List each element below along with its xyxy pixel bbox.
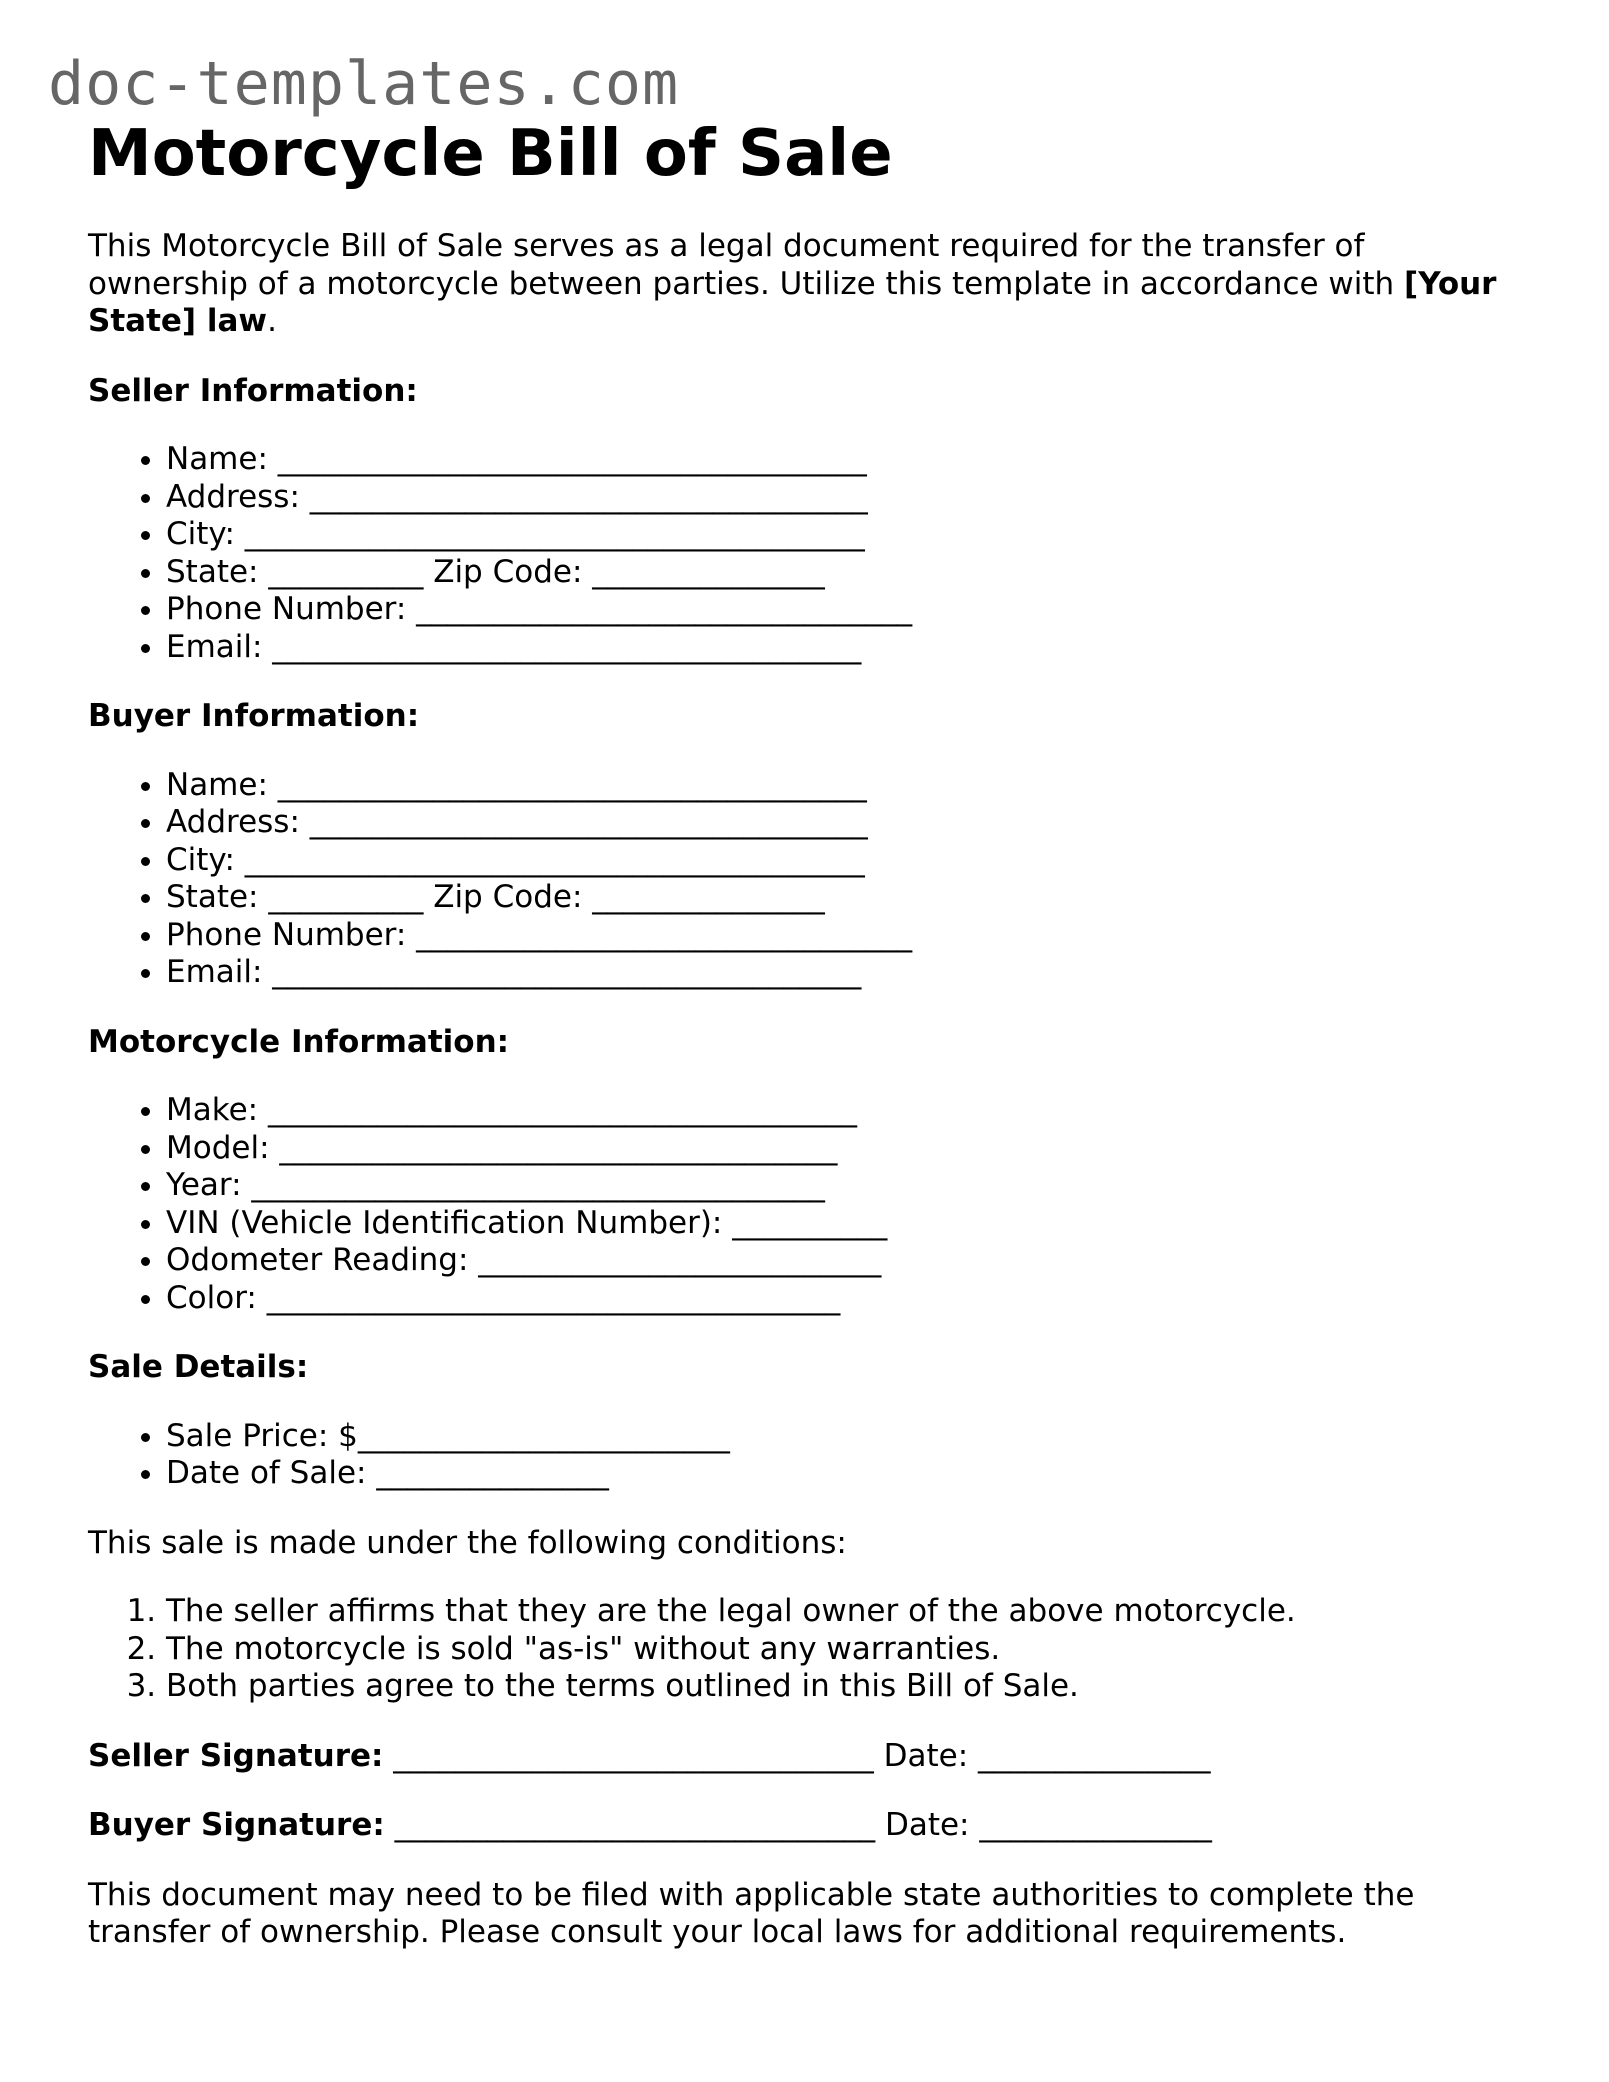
buyer-heading: Buyer Information: xyxy=(88,698,420,734)
conditions-list xyxy=(88,1593,1528,1706)
buyer-email-field: • Email: ______________________________________ xyxy=(166,954,1528,992)
sale-heading: Sale Details: xyxy=(88,1349,309,1385)
buyer-address-field: • Address: ____________________________________ xyxy=(166,804,1528,842)
motorcycle-fields-list xyxy=(88,1092,1528,1317)
intro-end: . xyxy=(267,303,277,339)
motorcycle-make-field: • Make: ______________________________________ xyxy=(166,1092,1528,1130)
buyer-signature-line xyxy=(88,1807,1528,1845)
intro-bold-text: [Your State] law xyxy=(88,265,1497,339)
buyer-state-zip-field: • State: __________ Zip Code: _______________ xyxy=(166,879,1528,917)
condition-item: 3. Both parties agree to the terms outlined in this Bill of Sale. xyxy=(166,1668,1528,1706)
buyer-fields-list xyxy=(88,767,1528,992)
intro-text: This Motorcycle Bill of Sale serves as a legal document required for the transfer of ownership of a motorcycle between parties. Utilize this template in accordance with xyxy=(88,228,1405,302)
motorcycle-year-field: • Year: _____________________________________ xyxy=(166,1167,1528,1205)
seller-state-zip-field: • State: __________ Zip Code: _______________ xyxy=(166,554,1528,592)
buyer-name-field: • Name: ______________________________________ xyxy=(166,767,1528,805)
condition-item: 2. The motorcycle is sold "as-is" without any warranties. xyxy=(166,1631,1528,1669)
buyer-phone-field: • Phone Number: ________________________________ xyxy=(166,917,1528,955)
seller-heading: Seller Information: xyxy=(88,372,418,409)
sale-price-field: • Sale Price: $________________________ xyxy=(166,1418,1528,1456)
motorcycle-model-field: • Model: ____________________________________ xyxy=(166,1130,1528,1168)
closing-paragraph: This document may need to be filed with applicable state authorities to complete the transfer of ownership. Please consult your local laws for additional requirements. xyxy=(88,1876,1415,1950)
motorcycle-vin-field: • VIN (Vehicle Identification Number): __________ xyxy=(166,1205,1528,1243)
intro-paragraph xyxy=(88,228,1528,341)
seller-signature-blank: _______________________________ Date: _______________ xyxy=(383,1737,1211,1774)
buyer-city-field: • City: ________________________________________ xyxy=(166,842,1528,880)
motorcycle-odometer-field: • Odometer Reading: __________________________ xyxy=(166,1242,1528,1280)
document-page xyxy=(88,116,1528,1952)
motorcycle-color-field: • Color: _____________________________________ xyxy=(166,1280,1528,1318)
watermark: doc-templates.com xyxy=(48,49,680,119)
seller-fields-list xyxy=(88,441,1528,666)
motorcycle-heading: Motorcycle Information: xyxy=(88,1023,510,1060)
seller-city-field: • City: ________________________________________ xyxy=(166,516,1528,554)
sale-date-field: • Date of Sale: _______________ xyxy=(166,1455,1528,1493)
seller-phone-field: • Phone Number: ________________________________ xyxy=(166,591,1528,629)
seller-email-field: • Email: ______________________________________ xyxy=(166,629,1528,667)
seller-signature-line xyxy=(88,1738,1528,1776)
conditions-intro: This sale is made under the following conditions: xyxy=(88,1524,847,1561)
seller-name-field: • Name: ______________________________________ xyxy=(166,441,1528,479)
sale-fields-list xyxy=(88,1418,1528,1493)
condition-item: 1. The seller affirms that they are the legal owner of the above motorcycle. xyxy=(166,1593,1528,1631)
seller-signature-label: Seller Signature: xyxy=(88,1737,384,1774)
seller-address-field: • Address: ____________________________________ xyxy=(166,479,1528,517)
page-title: Motorcycle Bill of Sale xyxy=(88,117,893,191)
buyer-signature-blank: _______________________________ Date: _______________ xyxy=(384,1807,1212,1843)
buyer-signature-label: Buyer Signature: xyxy=(88,1807,385,1843)
